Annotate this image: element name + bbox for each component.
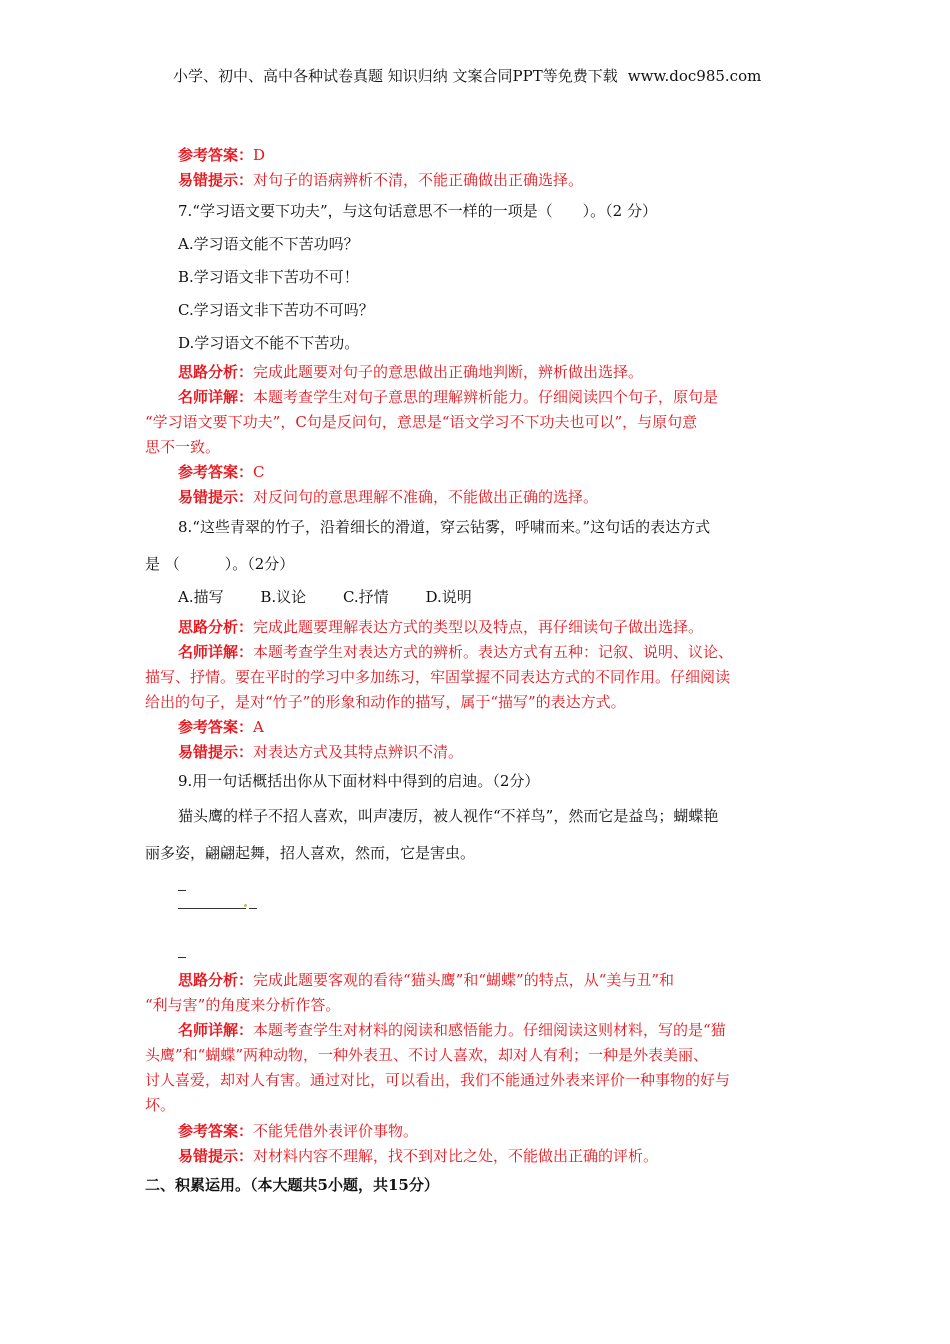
q8-detail-line-1	[178, 642, 733, 662]
q6-answer	[178, 145, 265, 165]
answer-text: D	[253, 146, 266, 164]
q9-analysis-line-2: “利与害”的角度来分析作答。	[145, 996, 341, 1014]
analysis-text: 完成此题要客观的看待“猫头鹰”和“蝴蝶”的特点，从“美与丑”和	[253, 971, 675, 989]
q9-tip	[178, 1146, 658, 1166]
answer-label: 参考答案：	[178, 1122, 254, 1140]
q8-answer	[178, 717, 264, 737]
detail-text: 本题考查学生对表达方式的辨析。表达方式有五种：记叙、说明、议论、	[253, 643, 734, 661]
detail-label: 名师详解：	[178, 1021, 254, 1039]
header-text: 小学、初中、高中各种试卷真题 知识归纳 文案合同PPT等免费下载	[173, 67, 618, 85]
q7-option-c: C.学习语文非下苦功不可吗？	[178, 301, 374, 319]
q8-option-d: D.说明	[425, 588, 472, 606]
q7-detail-line-1	[178, 387, 718, 407]
q9-detail-line-4: 坏。	[145, 1096, 176, 1114]
analysis-text: 完成此题要对句子的意思做出正确地判断，辨析做出选择。	[253, 363, 644, 381]
analysis-label: 思路分析：	[178, 618, 254, 636]
q7-stem: 7.“学习语文要下功夫”，与这句话意思不一样的一项是（ ）。（2 分）	[178, 202, 657, 220]
section-2-heading: 二、积累运用。（本大题共5小题，共15分）	[145, 1176, 439, 1194]
q9-answer	[178, 1121, 418, 1141]
q7-tip	[178, 487, 598, 507]
q9-material-line-1: 猫头鹰的样子不招人喜欢，叫声凄厉，被人视作“不祥鸟”，然而它是益鸟；蝴蝶艳	[178, 807, 719, 825]
q8-detail-line-3: 给出的句子，是对“竹子”的形象和动作的描写，属于“描写”的表达方式。	[145, 693, 626, 711]
answer-text: A	[253, 718, 264, 736]
blank-dot	[244, 904, 247, 907]
tip-label: 易错提示：	[178, 1147, 254, 1165]
detail-label: 名师详解：	[178, 388, 254, 406]
tip-label: 易错提示：	[178, 171, 254, 189]
answer-text: 不能凭借外表评价事物。	[253, 1122, 419, 1140]
analysis-text: 完成此题要理解表达方式的类型以及特点，再仔细读句子做出选择。	[253, 618, 704, 636]
answer-text: C	[253, 463, 265, 481]
detail-text: 本题考查学生对句子意思的理解辨析能力。仔细阅读四个句子，原句是	[253, 388, 719, 406]
answer-label: 参考答案：	[178, 718, 254, 736]
q8-tip	[178, 742, 463, 762]
tip-text: 对材料内容不理解，找不到对比之处，不能做出正确的评析。	[253, 1147, 659, 1165]
q9-detail-line-3: 讨人喜爱，却对人有害。通过对比，可以看出，我们不能通过外表来评价一种事物的好与	[145, 1071, 731, 1089]
q7-answer	[178, 462, 265, 482]
analysis-label: 思路分析：	[178, 971, 254, 989]
q9-analysis-line-1	[178, 970, 674, 990]
q9-detail-line-1	[178, 1020, 726, 1040]
detail-text: 本题考查学生对材料的阅读和感悟能力。仔细阅读这则材料，写的是“猫	[253, 1021, 726, 1039]
tip-label: 易错提示：	[178, 488, 254, 506]
q7-analysis	[178, 362, 643, 382]
answer-label: 参考答案：	[178, 463, 254, 481]
tip-label: 易错提示：	[178, 743, 254, 761]
q8-detail-line-2: 描写、抒情。要在平时的学习中多加练习，牢固掌握不同表达方式的不同作用。仔细阅读	[145, 668, 731, 686]
q8-stem-line-1: 8.“这些青翠的竹子，沿着细长的滑道，穿云钻雾，呼啸而来。”这句话的表达方式	[178, 518, 711, 536]
q8-option-c: C.抒情	[342, 588, 389, 606]
tip-text: 对表达方式及其特点辨识不清。	[253, 743, 464, 761]
tip-text: 对反问句的意思理解不准确，不能做出正确的选择。	[253, 488, 599, 506]
answer-blank-mark-2	[249, 908, 257, 909]
answer-blank-mark-1	[178, 890, 186, 891]
q7-option-b: B.学习语文非下苦功不可！	[178, 268, 359, 286]
answer-blank-mark-3	[178, 957, 186, 958]
q8-option-b: B.议论	[260, 588, 307, 606]
q7-option-a: A.学习语文能不下苦功吗？	[178, 235, 359, 253]
q9-stem: 9.用一句话概括出你从下面材料中得到的启迪。（2分）	[178, 772, 540, 790]
q9-material-line-2: 丽多姿，翩翩起舞，招人喜欢，然而，它是害虫。	[145, 844, 476, 862]
q9-detail-line-2: 头鹰”和“蝴蝶”两种动物，一种外表丑、不讨人喜欢，却对人有利；一种是外表美丽、	[145, 1046, 709, 1064]
q7-option-d: D.学习语文不能不下苦功。	[178, 334, 360, 352]
q8-analysis	[178, 617, 703, 637]
header-url: www.doc985.com	[627, 67, 762, 85]
q8-option-a: A.描写	[178, 588, 224, 606]
detail-label: 名师详解：	[178, 643, 254, 661]
page-header	[173, 66, 761, 86]
q6-tip	[178, 170, 583, 190]
q8-options	[178, 587, 472, 607]
answer-label: 参考答案：	[178, 146, 254, 164]
q7-detail-line-3: 思不一致。	[145, 438, 221, 456]
answer-blank-line[interactable]	[178, 908, 246, 909]
analysis-label: 思路分析：	[178, 363, 254, 381]
q7-detail-line-2: “学习语文要下功夫”，C句是反问句，意思是“语文学习不下功夫也可以”，与原句意	[145, 413, 698, 431]
q8-stem-line-2: 是 （ ）。（2分）	[145, 555, 295, 573]
tip-text: 对句子的语病辨析不清，不能正确做出正确选择。	[253, 171, 584, 189]
